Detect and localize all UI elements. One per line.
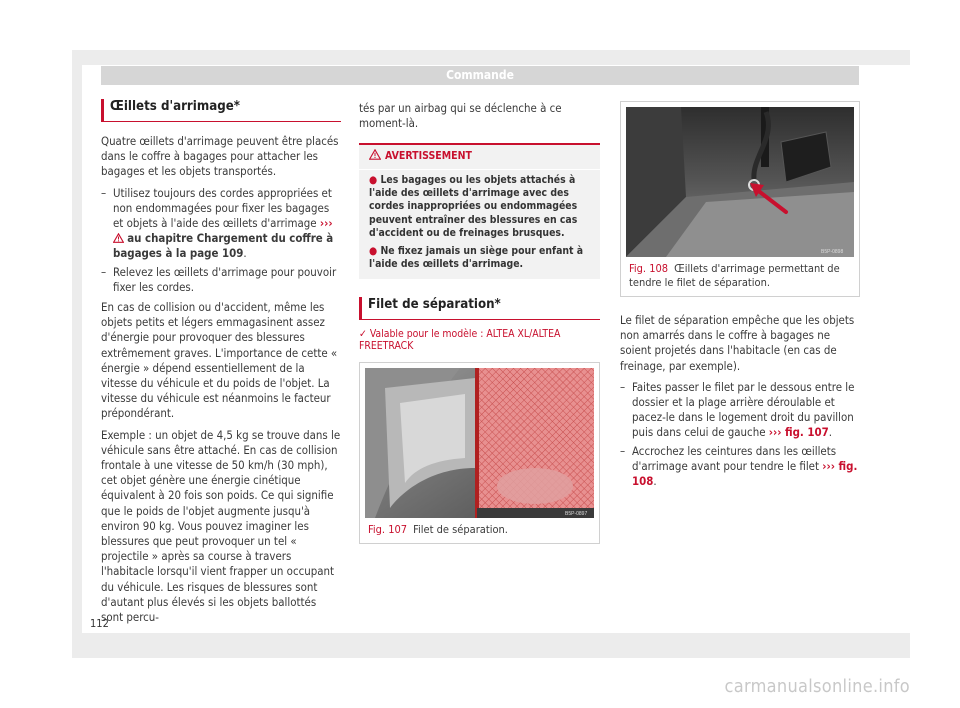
section-heading-net: Filet de séparation* bbox=[359, 297, 600, 320]
column-1 bbox=[101, 99, 341, 631]
section-heading-eyelets: Œillets d'arrimage* bbox=[101, 99, 341, 122]
check-icon: ✓ bbox=[359, 328, 367, 341]
validity-note: ✓ Valable pour le modèle : ALTEA XL/ALTEA FREETRACK bbox=[359, 328, 561, 353]
figure-108 bbox=[620, 101, 860, 297]
figure-107 bbox=[359, 362, 600, 544]
figure-107-image bbox=[365, 368, 594, 518]
warning-item: ● Les bagages ou les objets attachés à l'aide des œillets d'arrimage avec des cordes inappropriées ou endommagées peuvent entraîner des blessures en cas d'accident ou de freinages brusques. bbox=[369, 173, 578, 240]
warning-icon bbox=[369, 150, 385, 162]
list-item: – Utilisez toujours des cordes appropriées et non endommagées pour fixer les bagages et objets à l'aide des œillets d'arrimage ››› au chapitre Chargement du coffre à bagages à la page 109. bbox=[101, 186, 341, 262]
reference-arrow[interactable]: ››› bbox=[319, 216, 333, 231]
figure-reference-link[interactable]: ››› fig. 107 bbox=[768, 425, 829, 440]
paragraph: Le filet de séparation empêche que les objets non amarrés dans le coffre à bagages ne soient projetés dans l'habitacle (en cas de freinage, par exemple). bbox=[620, 313, 855, 373]
paragraph: Quatre œillets d'arrimage peuvent être placés dans le coffre à bagages pour attacher les bagages et les objets transportés. bbox=[101, 134, 339, 179]
page-header: Commande bbox=[101, 66, 859, 85]
figure-label: Fig. 107 bbox=[368, 523, 408, 537]
warning-header bbox=[359, 143, 600, 169]
column-2 bbox=[359, 101, 600, 544]
watermark: carmanualsonline.info bbox=[724, 676, 910, 697]
list-item: – Faites passer le filet par le dessous entre le dossier et la plage arrière déroulable et pacez-le dans le logement droit du pavillon puis dans celui de gauche ››› fig. 107. bbox=[620, 380, 860, 441]
figure-label: Fig. 108 bbox=[629, 262, 669, 275]
page-number: 112 bbox=[90, 617, 109, 630]
warning-icon bbox=[113, 231, 124, 245]
warning-box bbox=[359, 143, 600, 279]
figure-reference-link[interactable]: ››› fig. 108 bbox=[632, 458, 858, 489]
figure-code: B5P-0898 bbox=[821, 249, 844, 255]
list-item: – Accrochez les ceintures dans les œillets d'arrimage avant pour tendre le filet ››› fig. 108. bbox=[620, 444, 860, 490]
figure-107-caption: Fig. 107 Filet de séparation. bbox=[368, 523, 508, 537]
paragraph: tés par un airbag qui se déclenche à ce moment-là. bbox=[359, 101, 562, 131]
paragraph: En cas de collision ou d'accident, même les objets petits et légers emmagasinent assez d'énergie pour provoquer des blessures extrêmement graves. L'importance de cette « énergie » dépend essentiellement de la vitesse du véhicule et du poids de l'objet. La vitesse du véhicule est néanmoins le facteur prépondérant. bbox=[101, 300, 338, 421]
figure-108-image bbox=[626, 107, 854, 257]
column-3 bbox=[620, 103, 860, 492]
warning-title: AVERTISSEMENT bbox=[385, 150, 472, 163]
chapter-reference-link[interactable]: au chapitre Chargement du coffre à bagages à la page 109 bbox=[113, 231, 334, 261]
figure-108-caption: Fig. 108 Œillets d'arrimage permettant de tendre le filet de séparation. bbox=[629, 262, 840, 289]
figure-code: B5P-0897 bbox=[565, 511, 588, 518]
paragraph: Exemple : un objet de 4,5 kg se trouve dans le véhicule sans être attaché. En cas de collision frontale à une vitesse de 50 km/h (30 mph), cet objet génère une énergie cinétique équivalent à 20 fois son poids. Ce qui signifie que le poids de l'objet augmente jusqu'à environ 90 kg. Vous pouvez imaginer les blessures que peut provoquer un tel « projectile » après sa course à travers l'habitacle lorsqu'il vient frapper un occupant du véhicule. Les risques de blessures sont d'autant plus élevés si les objets ballottés sont percu- bbox=[101, 427, 341, 625]
warning-item: ● Ne fixez jamais un siège pour enfant à l'aide des œillets d'arrimage. bbox=[369, 244, 584, 271]
list-item: – Relevez les œillets d'arrimage pour pouvoir fixer les cordes. bbox=[101, 265, 341, 295]
